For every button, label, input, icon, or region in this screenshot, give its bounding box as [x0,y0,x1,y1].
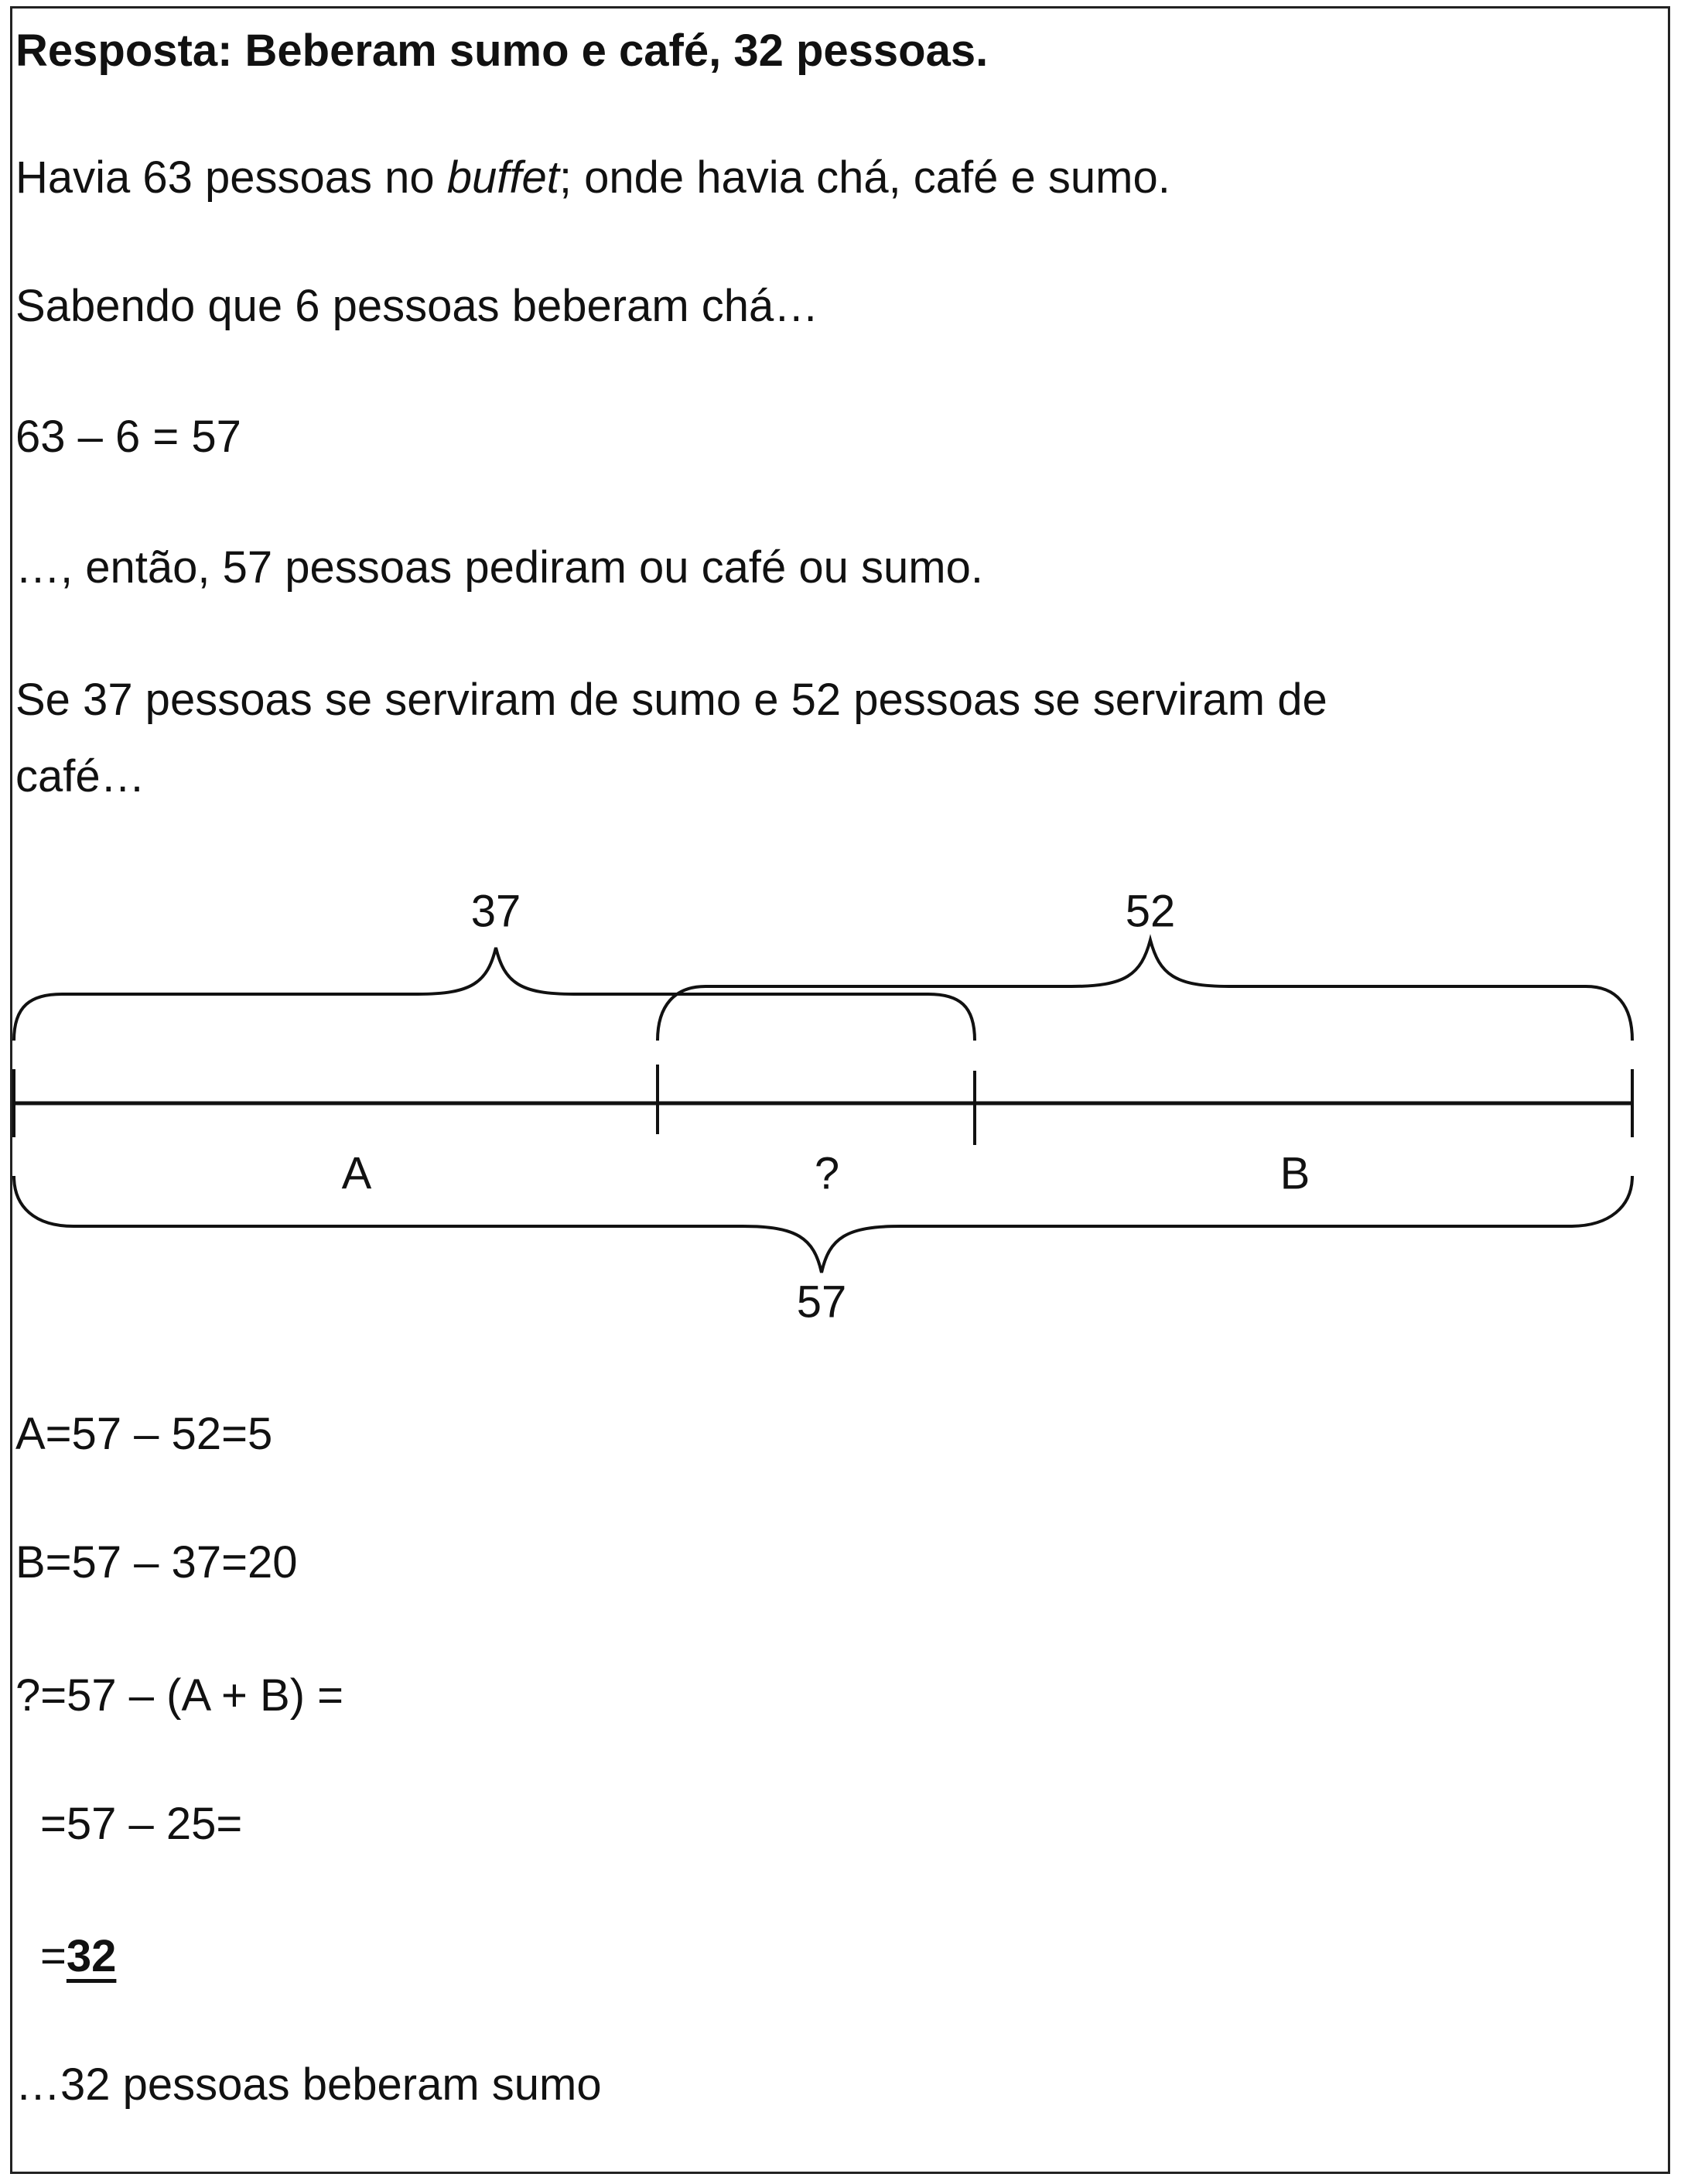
paragraph-juice-coffee-line1: Se 37 pessoas se serviram de sumo e 52 pessoas se serviram de [15,675,1327,725]
brace-52 [658,940,1632,1041]
label-37: 37 [470,886,521,937]
text: Havia 63 pessoas no [15,152,447,203]
calc-b: B=57 – 37=20 [15,1537,298,1588]
result-32: 32 [66,1931,117,1981]
label-question: ? [814,1148,840,1199]
conclusion: …32 pessoas beberam sumo [15,2059,602,2110]
answer-title: Resposta: Beberam sumo e café, 32 pessoas. [15,26,989,76]
label-b: B [1280,1148,1310,1199]
equals: = [40,1931,67,1981]
text: ; onde havia chá, café e sumo. [559,152,1170,203]
calc-question: ?=57 – (A + B) = [15,1670,344,1721]
label-a: A [341,1148,372,1199]
label-52: 52 [1125,886,1176,937]
calc-step: =57 – 25= [40,1799,243,1849]
label-57: 57 [796,1277,847,1328]
calc-a: A=57 – 52=5 [15,1409,273,1459]
equation-subtraction: 63 – 6 = 57 [15,412,241,462]
calc-result [40,1932,116,1981]
paragraph-juice-coffee-line2: café… [15,751,145,801]
buffet-italic: buffet [446,152,559,203]
brace-37 [14,948,975,1041]
paragraph-tea: Sabendo que 6 pessoas beberam chá… [15,281,819,331]
paragraph-coffee-or-juice: …, então, 57 pessoas pediram ou café ou sumo. [15,542,983,593]
